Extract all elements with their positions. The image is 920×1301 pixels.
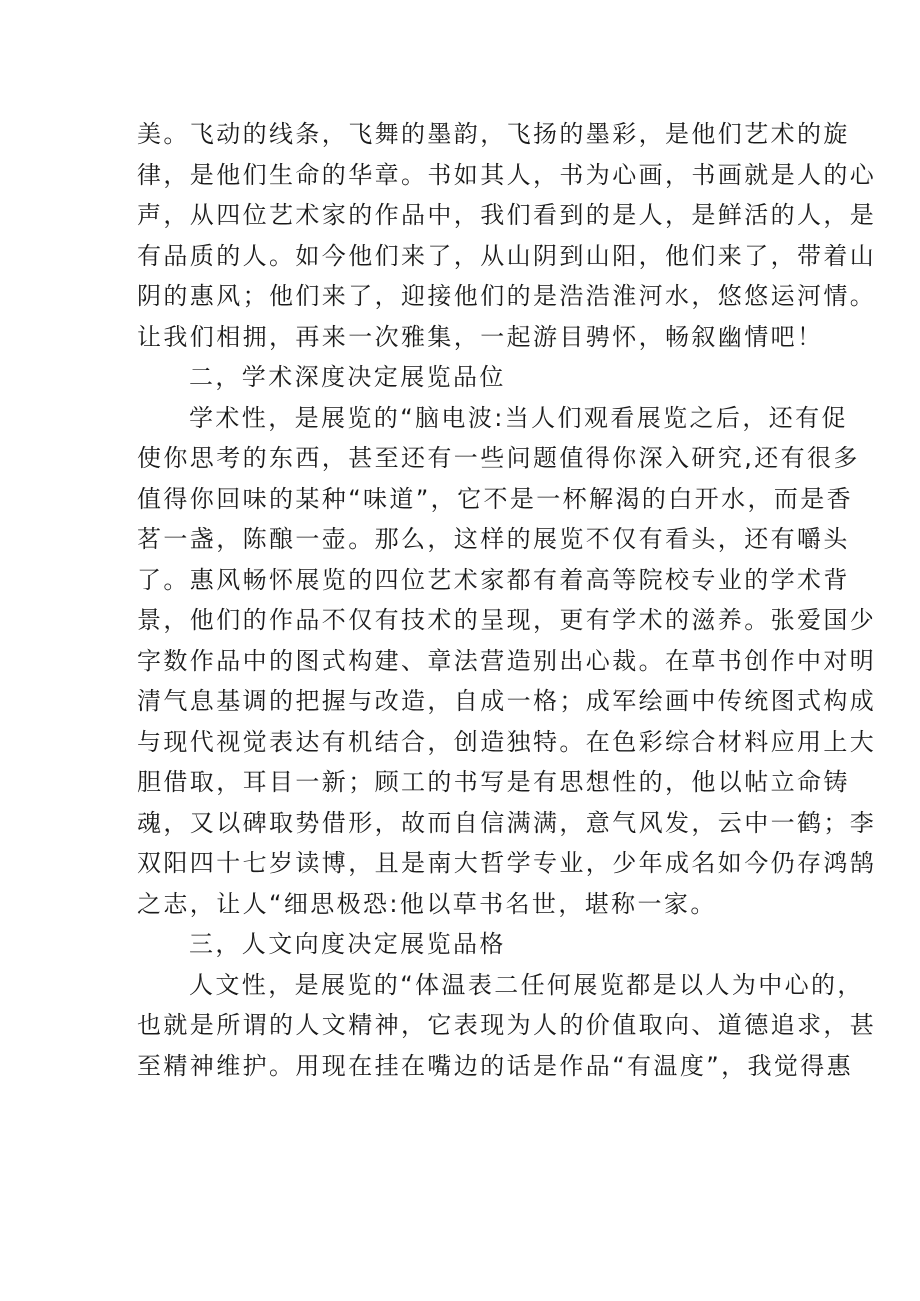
text-line: 胆借取，耳目一新；顾工的书写是有思想性的，他以帖立命铸 [137, 768, 850, 796]
text-line: 双阳四十七岁读博，且是南大哲学专业，少年成名如今仍存鸿鹄 [137, 849, 877, 877]
text-line: 景，他们的作品不仅有技术的呈现，更有学术的滋养。张爱国少 [137, 606, 877, 634]
text-line: 值得你回味的某种“味道”，它不是一杯解渴的白开水，而是香 [137, 484, 854, 513]
text-line: 茗一盏，陈酿一壶。那么，这样的展览不仅有看头，还有嚼头 [137, 525, 850, 553]
text-line: 也就是所谓的人文精神，它表现为人的价值取向、道德追求，甚 [137, 1011, 877, 1039]
section-heading: 二，学术深度决定展览品位 [189, 363, 506, 391]
body-text [137, 114, 877, 1086]
text-line: 与现代视觉表达有机结合，创造独特。在色彩综合材料应用上大 [137, 727, 877, 756]
text-line: 美。飞动的线条，飞舞的墨韵，飞扬的墨彩，是他们艺术的旋 [137, 120, 850, 148]
paragraph-first-line: 学术性，是展览的“脑电波:当人们观看展览之后，还有促 [189, 403, 848, 432]
text-line: 声，从四位艺术家的作品中，我们看到的是人，是鲜活的人，是 [137, 201, 877, 229]
text-line: 阴的惠风；他们来了，迎接他们的是浩浩淮河水，悠悠运河情。 [137, 282, 877, 310]
text-line: 之志，让人“细思极恐:他以草书名世，堪称一家。 [137, 889, 717, 918]
text-line: 了。惠风畅怀展览的四位艺术家都有着高等院校专业的学术背 [137, 565, 850, 594]
text-line: 让我们相拥，再来一次雅集，一起游目骋怀，畅叙幽情吧！ [137, 322, 824, 351]
text-line: 律，是他们生命的华章。书如其人，书为心画，书画就是人的心 [137, 160, 877, 189]
section-heading: 三，人文向度决定展览品格 [189, 930, 506, 958]
text-line: 清气息基调的把握与改造，自成一格；成军绘画中传统图式构成 [137, 687, 877, 715]
paragraph-first-line: 人文性，是展览的“体温表二任何展览都是以人为中心的， [189, 970, 864, 999]
text-line: 魂，又以碑取势借形，故而自信满满，意气风发，云中一鹤；李 [137, 808, 877, 837]
text-line: 使你思考的东西，甚至还有一些问题值得你深入研究,还有很多 [137, 444, 860, 472]
text-line: 有品质的人。如今他们来了，从山阴到山阳，他们来了，带着山 [137, 241, 877, 270]
text-line: 字数作品中的图式构建、章法营造别出心裁。在草书创作中对明 [137, 646, 877, 675]
text-line: 至精神维护。用现在挂在嘴边的话是作品“有温度”，我觉得惠 [137, 1051, 854, 1080]
